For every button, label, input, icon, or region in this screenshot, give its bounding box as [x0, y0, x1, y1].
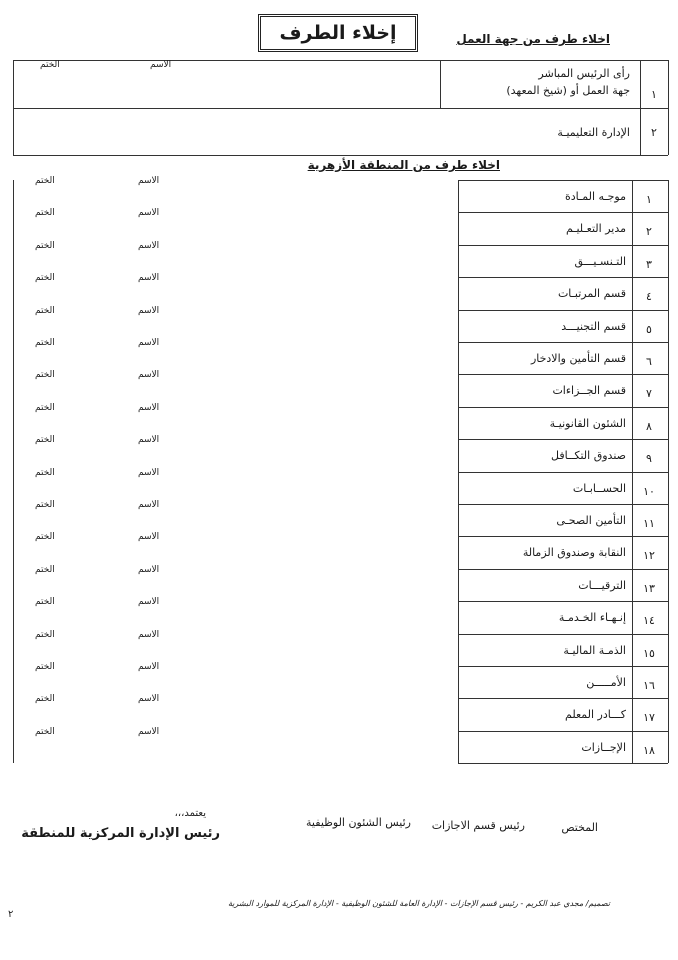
table-border	[13, 60, 668, 61]
page-number: ٢	[8, 909, 14, 920]
row-label: الأمـــــن	[586, 676, 626, 689]
name-label: الاسم	[138, 435, 160, 446]
name-label: الاسم	[138, 662, 160, 672]
row-divider	[458, 698, 668, 699]
stamp-label: الختم	[35, 564, 55, 575]
stamp-label: الختم	[35, 273, 55, 284]
row-number: ٣	[646, 257, 652, 271]
row-number: ١٥	[643, 646, 655, 660]
row-divider	[458, 472, 668, 473]
stamp-label: الختم	[35, 305, 55, 316]
row-number: ١	[651, 88, 657, 101]
stamp-label: الختم	[35, 176, 55, 186]
row-label: التأمين الصحـى	[556, 514, 626, 527]
name-label: الاسم	[138, 629, 160, 640]
row-divider	[458, 536, 668, 537]
row-label: موجـه المـادة	[565, 190, 626, 203]
stamp-label: الختم	[35, 500, 55, 510]
approval-text: يعتمد،،،	[174, 808, 206, 819]
name-label: الاسم	[138, 240, 160, 251]
name-label: الاسم	[138, 597, 160, 608]
stamp-label: الختم	[35, 338, 55, 348]
stamp-label: الختم	[35, 662, 55, 672]
row-number: ٩	[646, 452, 652, 466]
name-label: الاسم	[138, 338, 160, 348]
row-label: مدير التعـليـم	[565, 222, 626, 236]
row-divider	[458, 245, 668, 246]
name-label: الاسم	[138, 564, 160, 575]
row-label: الإدارة التعليميـة	[557, 126, 630, 139]
row-divider	[458, 212, 668, 213]
stamp-label: الختم	[35, 208, 55, 219]
name-label: الاسم	[138, 532, 160, 543]
row-label: قسم الجــزاءات	[552, 384, 626, 398]
row-number: ٥	[646, 322, 652, 336]
row-divider	[458, 439, 668, 440]
name-label: الاسم	[138, 402, 160, 413]
stamp-label: الختم	[35, 467, 55, 478]
row-divider	[458, 180, 668, 181]
section-work-heading: اخلاء طرف من جهة العمل	[456, 32, 610, 46]
table-border	[668, 60, 669, 155]
row-label: الشئون القانونيـة	[549, 416, 626, 430]
signature-affairs-head: رئيس الشئون الوظيفية	[306, 816, 411, 829]
row-label-line2: جهة العمل أو (شيخ المعهد)	[506, 84, 630, 97]
footer-credit: تصميم/ مجدي عبد الكريم - رئيس قسم الإجازات - الإدارة العامة للشئون الوظيفية - الإدارة المركزية للموارد البشرية	[227, 899, 610, 908]
name-label: الاسم	[138, 176, 160, 186]
row-divider	[458, 731, 668, 732]
row-label-line1: رأى الرئيس المباشر	[538, 67, 630, 80]
row-number: ٢	[651, 126, 657, 139]
row-label: الترقيـــات	[578, 578, 626, 592]
row-divider	[458, 569, 668, 570]
row-divider	[13, 108, 668, 109]
stamp-label: الختم	[35, 532, 55, 543]
name-label: الاسم	[138, 726, 160, 737]
table-border	[13, 60, 14, 155]
column-divider	[440, 60, 441, 108]
row-number: ١	[646, 193, 652, 206]
section-region-heading: اخلاء طرف من المنطقة الأزهرية	[307, 158, 500, 172]
row-label: الحســابـات	[572, 481, 626, 495]
stamp-label: الختم	[35, 435, 55, 446]
stamp-label: الختم	[35, 629, 55, 640]
stamp-label: الختم	[40, 60, 60, 70]
row-number: ١٨	[643, 743, 655, 757]
stamp-label: الختم	[35, 240, 55, 251]
row-divider	[458, 407, 668, 408]
row-number: ٤	[646, 290, 652, 304]
row-number: ٢	[646, 225, 652, 239]
row-number: ١١	[643, 517, 655, 530]
signature-central-head: رئيس الإدارة المركزية للمنطقة	[21, 826, 220, 841]
name-label: الاسم	[138, 208, 160, 219]
table-border	[13, 180, 14, 763]
row-number: ١٠	[643, 484, 655, 498]
row-label: التـنسـيـــق	[574, 254, 626, 268]
signature-specialist: المختص	[561, 821, 598, 834]
row-number: ١٦	[643, 679, 655, 692]
name-label: الاسم	[138, 370, 160, 381]
name-label: الاسم	[138, 694, 160, 705]
row-divider	[458, 601, 668, 602]
row-number: ١٤	[643, 614, 655, 628]
row-label: إنـهـاء الخـدمـة	[558, 611, 626, 625]
stamp-label: الختم	[35, 694, 55, 705]
row-number: ٧	[646, 387, 652, 401]
stamp-label: الختم	[35, 597, 55, 608]
row-number: ٦	[646, 355, 652, 368]
stamp-label: الختم	[35, 726, 55, 737]
row-divider	[458, 504, 668, 505]
row-number: ١٣	[643, 581, 655, 595]
row-label: الإجــازات	[581, 740, 626, 754]
form-title: إخلاء الطرف	[258, 14, 418, 52]
row-number: ١٢	[643, 549, 655, 563]
row-label: كـــادر المعلم	[565, 708, 626, 722]
row-divider	[13, 155, 668, 156]
row-divider	[458, 374, 668, 375]
row-divider	[458, 666, 668, 667]
row-label: صندوق التكــافل	[551, 449, 626, 463]
row-number: ٨	[646, 419, 652, 433]
name-label: الاسم	[138, 273, 160, 284]
name-label: الاسم	[150, 60, 172, 70]
row-label: النقابة وصندوق الزمالة	[522, 546, 626, 560]
name-label: الاسم	[138, 467, 160, 478]
signature-leave-head: رئيس قسم الاجازات	[431, 819, 525, 832]
stamp-label: الختم	[35, 370, 55, 381]
row-divider	[458, 342, 668, 343]
row-divider	[458, 277, 668, 278]
row-label: قسم التأمين والادخار	[530, 352, 626, 365]
row-label: قسم المرتبـات	[557, 287, 626, 301]
row-label: قسم التجنيـــد	[561, 319, 626, 333]
column-divider	[640, 60, 641, 155]
row-divider	[458, 634, 668, 635]
table-border	[668, 180, 669, 763]
row-divider	[458, 763, 668, 764]
name-label: الاسم	[138, 500, 160, 510]
row-label: الذمـة الماليـة	[563, 643, 626, 657]
row-divider	[458, 310, 668, 311]
name-label: الاسم	[138, 305, 160, 316]
row-number: ١٧	[643, 711, 655, 725]
stamp-label: الختم	[35, 402, 55, 413]
